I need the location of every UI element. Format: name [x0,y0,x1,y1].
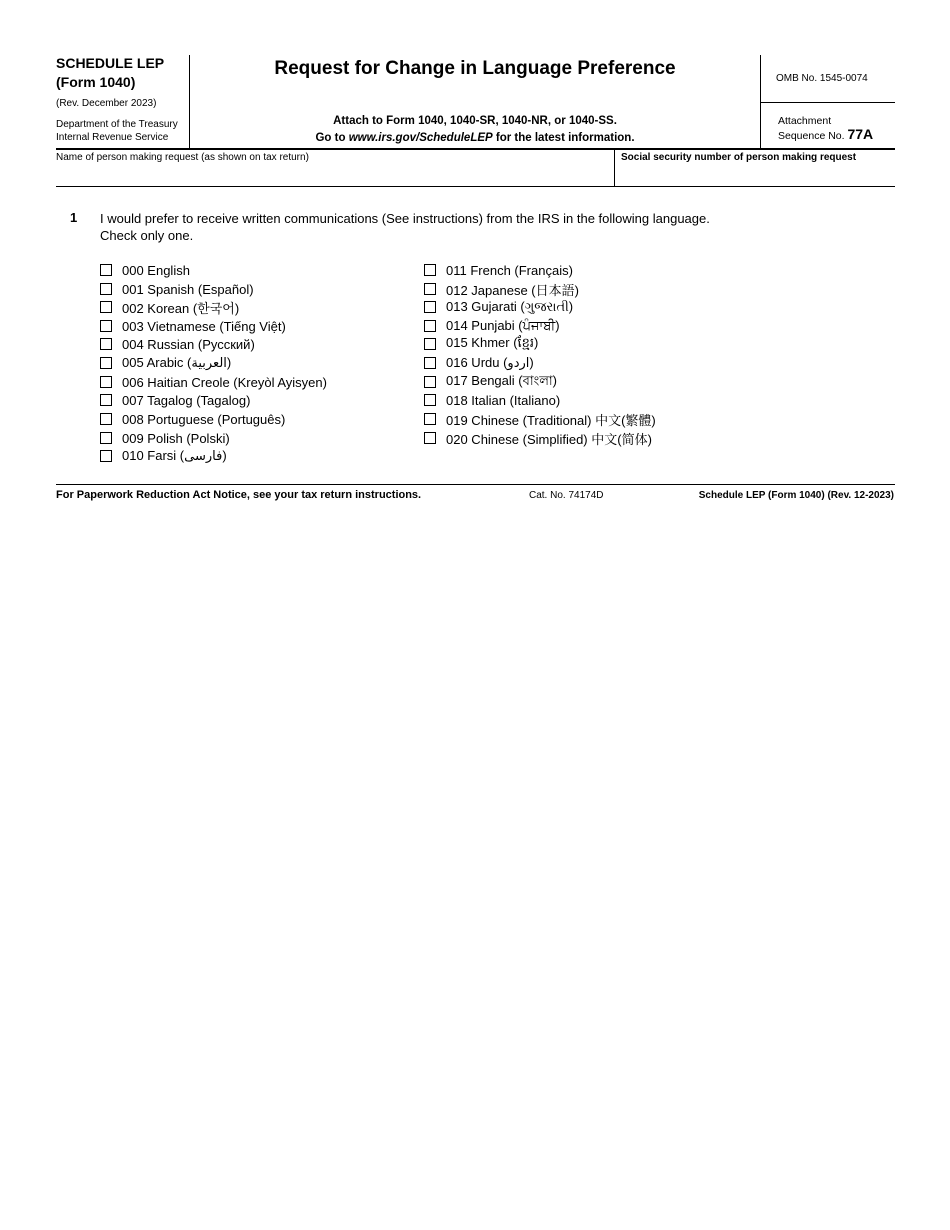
omb-divider [760,102,895,103]
option-label: 003 Vietnamese (Tiếng Việt) [122,318,286,334]
language-option-tagalog[interactable] [100,391,250,409]
checkbox[interactable] [424,264,436,276]
option-label: 008 Portuguese (Português) [122,411,286,427]
checkbox[interactable] [424,357,436,369]
language-option-russian[interactable] [100,335,255,353]
language-option-bengali[interactable] [424,373,557,391]
language-option-french[interactable] [424,261,573,279]
option-label: 001 Spanish (Español) [122,281,254,297]
form-title: Request for Change in Language Preference [274,58,676,79]
attach-line: Attach to Form 1040, 1040-SR, 1040-NR, or 1040-SS. [333,115,617,127]
language-option-polish[interactable] [100,429,230,447]
form-reference: (Form 1040) [56,74,136,90]
option-label: 012 Japanese (日本語) [446,282,579,298]
checkbox[interactable] [100,432,112,444]
schedule-title: SCHEDULE LEP [56,55,165,71]
language-option-portuguese[interactable] [100,410,285,428]
paperwork-notice: For Paperwork Reduction Act Notice, see your tax return instructions. [56,489,422,501]
checkbox[interactable] [424,320,436,332]
irs-url-link[interactable]: www.irs.gov/ScheduleLEP [348,132,493,144]
revision-date: (Rev. December 2023) [56,98,157,109]
language-option-gujarati[interactable] [424,298,573,316]
option-label: 011 French (Français) [446,262,573,278]
goto-line [190,130,760,147]
checkbox[interactable] [100,357,112,369]
language-option-spanish[interactable] [100,280,254,298]
checkbox[interactable] [100,320,112,332]
checkbox[interactable] [100,376,112,388]
question-number: 1 [70,210,78,225]
checkbox[interactable] [100,301,112,313]
omb-number: OMB No. 1545-0074 [776,73,868,84]
checkbox[interactable] [424,376,436,388]
option-label: 013 Gujarati (ગુજરાતી) [446,299,574,314]
ssn-field[interactable] [616,166,894,185]
option-label: 017 Bengali (বাংলা) [446,372,557,388]
question-text [100,210,800,244]
checkbox[interactable] [100,283,112,295]
option-label: 007 Tagalog (Tagalog) [122,392,251,408]
footer-rule [56,484,895,485]
option-label: 016 Urdu (اردو) [446,355,534,370]
checkbox[interactable] [424,338,436,350]
option-label: 006 Haitian Creole (Kreyòl Ayisyen) [122,374,327,390]
checkbox[interactable] [424,301,436,313]
question-line-1: I would prefer to receive written communications (See instructions) from the IRS in the following language. [100,211,710,226]
checkbox[interactable] [424,413,436,425]
language-option-khmer[interactable] [424,335,538,353]
attachment-instructions [190,113,760,147]
ssn-divider [614,150,615,186]
language-option-japanese[interactable] [424,280,579,298]
attachment-sequence [778,115,873,143]
header-bottom-rule [56,148,895,150]
goto-suffix: for the latest information. [492,132,635,144]
option-label: 015 Khmer (ខ្មែរ) [446,334,539,350]
name-field[interactable] [56,166,613,185]
language-option-italian[interactable] [424,391,560,409]
language-option-vietnamese[interactable] [100,317,286,335]
schedule-title-block [56,54,164,92]
option-label: 002 Korean (한국어) [122,300,240,316]
form-identifier: Schedule LEP (Form 1040) (Rev. 12-2023) [698,490,894,501]
fields-bottom-rule [56,186,895,187]
service-name: Internal Revenue Service [56,132,169,143]
language-option-arabic[interactable] [100,354,231,372]
language-option-chinese-simplified[interactable] [424,429,652,447]
ssn-field-label: Social security number of person making request [621,152,857,163]
attachment-label: Attachment [778,115,832,127]
language-option-korean[interactable] [100,298,239,316]
name-field-label: Name of person making request (as shown on tax return) [56,152,309,163]
checkbox[interactable] [100,413,112,425]
option-label: 004 Russian (Русский) [122,336,255,352]
goto-prefix: Go to [315,132,349,144]
department-name: Department of the Treasury [56,119,178,130]
option-label: 018 Italian (Italiano) [446,392,561,408]
option-label: 000 English [122,262,190,278]
sequence-number: 77A [847,126,874,142]
checkbox[interactable] [100,264,112,276]
language-option-haitian-creole[interactable] [100,373,327,391]
language-option-chinese-traditional[interactable] [424,410,656,428]
checkbox[interactable] [424,394,436,406]
checkbox[interactable] [100,338,112,350]
checkbox[interactable] [424,283,436,295]
checkbox[interactable] [100,394,112,406]
sequence-label: Sequence No. [778,130,845,142]
department-block [56,118,178,144]
language-option-english[interactable] [100,261,190,279]
option-label: 010 Farsi (فارسی) [122,448,227,463]
option-label: 020 Chinese (Simplified) 中文(简体) [446,431,652,447]
language-option-urdu[interactable] [424,354,534,372]
option-label: 005 Arabic (العربية) [122,355,232,370]
option-label: 014 Punjabi (ਪੰਜਾਬੀ) [446,318,560,333]
catalog-number: Cat. No. 74174D [529,490,604,501]
language-option-punjabi[interactable] [424,317,560,335]
option-label: 009 Polish (Polski) [122,430,230,446]
checkbox[interactable] [100,450,112,462]
option-label: 019 Chinese (Traditional) 中文(繁體) [446,412,656,428]
question-line-2: Check only one. [100,228,194,243]
checkbox[interactable] [424,432,436,444]
language-option-farsi[interactable] [100,447,227,465]
